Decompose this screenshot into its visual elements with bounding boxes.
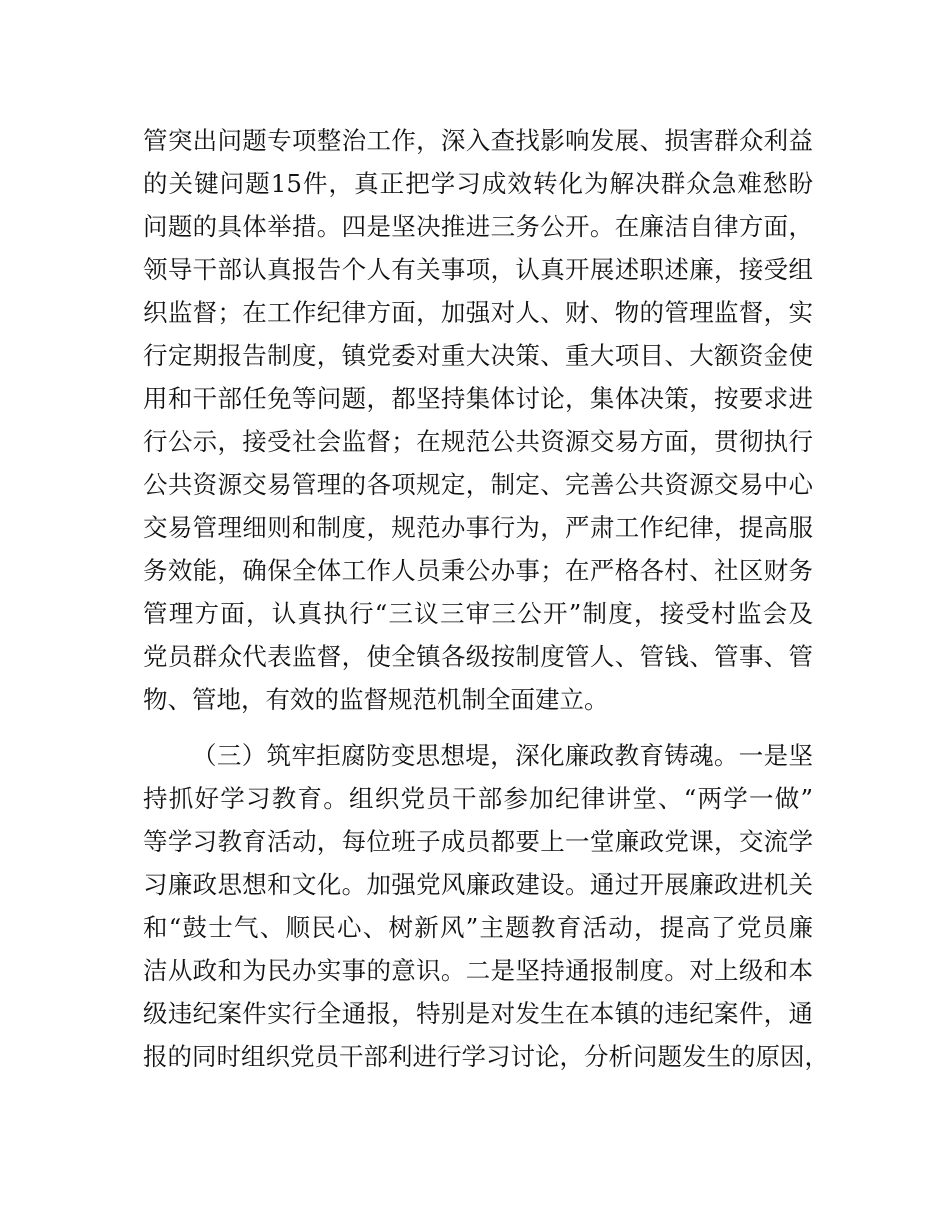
paragraph2-line: 习廉政思想和文化。加强党风廉政建设。通过开展廉政进机关 [143, 870, 813, 899]
paragraph2-line: 级违纪案件实行全通报，特别是对发生在本镇的违纪案件，通 [143, 999, 813, 1028]
paragraph2-line: 洁从政和为民办实事的意识。二是坚持通报制度。对上级和本 [143, 956, 813, 985]
paragraph1-line: 问题的具体举措。四是坚决推进三务公开。在廉洁自律方面， [143, 212, 813, 241]
paragraph1-line: 务效能，确保全体工作人员秉公办事；在严格各村、社区财务 [143, 556, 813, 585]
paragraph1-line: 用和干部任免等问题，都坚持集体讨论，集体决策，按要求进 [143, 384, 813, 413]
paragraph1-line: 的关键问题15件，真正把学习成效转化为解决群众急难愁盼 [143, 169, 813, 198]
paragraph1-line: 行定期报告制度，镇党委对重大决策、重大项目、大额资金使 [143, 341, 813, 370]
paragraph1-line: 物、管地，有效的监督规范机制全面建立。 [143, 685, 609, 714]
paragraph1-line: 党员群众代表监督，使全镇各级按制度管人、管钱、管事、管 [143, 642, 813, 671]
paragraph2-line: 等学习教育活动，每位班子成员都要上一堂廉政党课，交流学 [143, 827, 813, 856]
paragraph1-line: 行公示，接受社会监督；在规范公共资源交易方面，贯彻执行 [143, 427, 813, 456]
paragraph1-line: 织监督；在工作纪律方面，加强对人、财、物的管理监督，实 [143, 298, 813, 327]
paragraph1-line: 管理方面，认真执行“三议三审三公开”制度，接受村监会及 [143, 599, 813, 628]
paragraph1-line: 领导干部认真报告个人有关事项，认真开展述职述廉，接受组 [143, 255, 813, 284]
paragraph1-line: 管突出问题专项整治工作，深入查找影响发展、损害群众利益 [143, 126, 813, 155]
paragraph1-line: 交易管理细则和制度，规范办事行为，严肃工作纪律，提高服 [143, 513, 813, 542]
paragraph2-line: （三）筑牢拒腐防变思想堤，深化廉政教育铸魂。一是坚 [192, 741, 813, 770]
paragraph2-line: 持抓好学习教育。组织党员干部参加纪律讲堂、“两学一做” [143, 784, 813, 813]
paragraph2-line: 报的同时组织党员干部利进行学习讨论，分析问题发生的原因， [143, 1042, 829, 1071]
paragraph1-line: 公共资源交易管理的各项规定，制定、完善公共资源交易中心 [143, 470, 813, 499]
paragraph2-line: 和“鼓士气、顺民心、树新风”主题教育活动，提高了党员廉 [143, 913, 813, 942]
